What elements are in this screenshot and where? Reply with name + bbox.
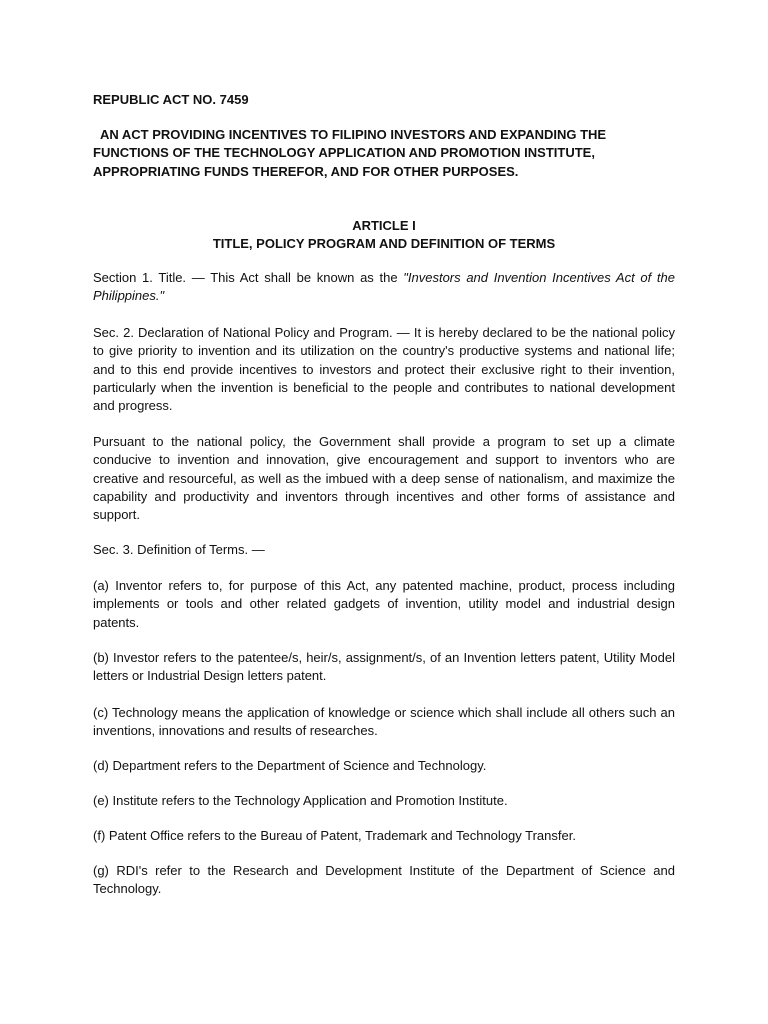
definition-e: (e) Institute refers to the Technology Application and Promotion Institute. [93, 793, 508, 808]
definition-g: (g) RDI's refer to the Research and Development Institute of the Department of Science and Technology. [93, 863, 675, 897]
act-short-title: "Investors and Invention Incentives Act of the Philippines." [93, 270, 675, 304]
section-3-heading: Sec. 3. Definition of Terms. — [93, 542, 265, 557]
definition-c: (c) Technology means the application of knowledge or science which shall include all others such an inventions, innovations and results of researches. [93, 705, 675, 739]
national-policy-paragraph: Pursuant to the national policy, the Government shall provide a program to set up a climate conducive to invention and innovation, give encouragement and support to inventors who are creative and resourceful, as well as the imbued with a deep sense of nationalism, and maximize the capability and productivity and inventors through incentives and other forms of assistance and support. [93, 434, 675, 523]
definition-f: (f) Patent Office refers to the Bureau of Patent, Trademark and Technology Transfer. [93, 828, 576, 843]
document-page [93, 0, 675, 1024]
definition-d: (d) Department refers to the Department of Science and Technology. [93, 758, 487, 773]
definition-b: (b) Investor refers to the patentee/s, heir/s, assignment/s, of an Invention letters patent, Utility Model letters or Industrial Design letters patent. [93, 650, 675, 684]
section-1-text: Section 1. Title. — This Act shall be known as the [93, 270, 404, 285]
article-title: TITLE, POLICY PROGRAM AND DEFINITION OF TERMS [212, 236, 556, 251]
document-header: REPUBLIC ACT NO. 7459 [93, 92, 249, 107]
article-number: ARTICLE I [352, 218, 416, 233]
definition-a: (a) Inventor refers to, for purpose of this Act, any patented machine, product, process including implements or tools and other related gadgets of invention, utility model and industrial design patents. [93, 578, 675, 630]
section-1-paragraph [93, 269, 675, 306]
section-2-paragraph: Sec. 2. Declaration of National Policy and Program. — It is hereby declared to be the national policy to give priority to invention and its utilization on the country's productive systems and national life; and to this end provide incentives to investors and protect their exclusive right to their invention, particularly when the invention is beneficial to the people and contributes to national development and progress. [93, 325, 675, 414]
article-heading [93, 217, 675, 253]
act-title: AN ACT PROVIDING INCENTIVES TO FILIPINO INVESTORS AND EXPANDING THE FUNCTIONS OF THE TECHNOLOGY APPLICATION AND PROMOTION INSTITUTE, APPROPRIATING FUNDS THEREFOR, AND FOR OTHER PURPOSES. [93, 127, 607, 179]
